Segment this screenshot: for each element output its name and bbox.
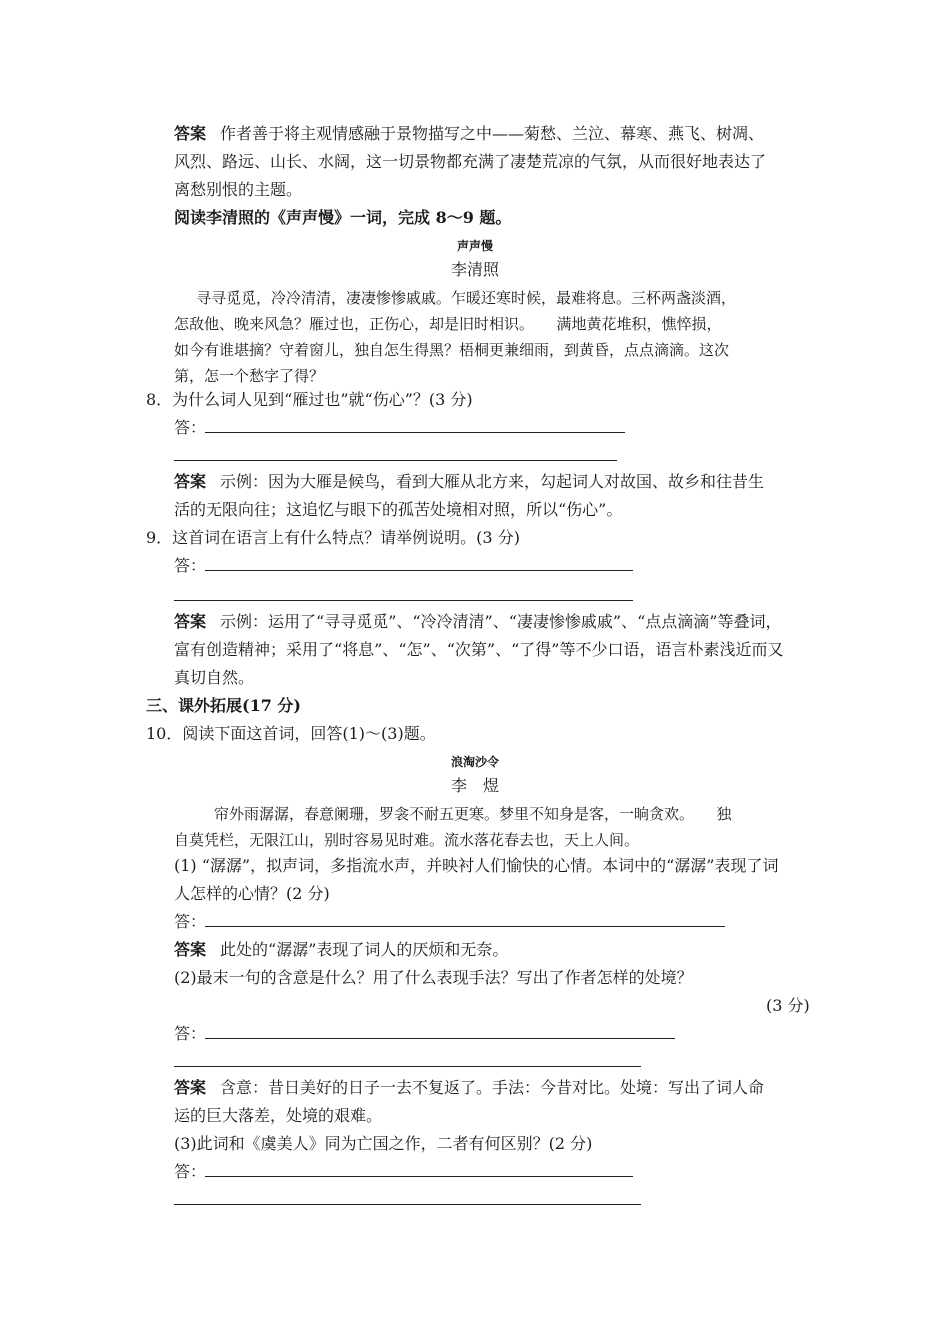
prev-answer-line-1: 答案 作者善于将主观情感融于景物描写之中——菊愁、兰泣、幕寒、燕飞、树凋、 (174, 124, 765, 143)
poem2-line-2: 自莫凭栏，无限江山，别时容易见时难。流水落花春去也，天上人间。 (174, 831, 640, 849)
answer-label: 答案 (174, 124, 207, 143)
q9-answer-line-3: 真切自然。 (174, 668, 255, 687)
question-9: 9．这首词在语言上有什么特点？请举例说明。(3 分) (146, 528, 520, 547)
answer-blank-line[interactable] (174, 460, 617, 461)
q10-sub3: (3)此词和《虞美人》同为亡国之作，二者有何区别？(2 分) (174, 1134, 593, 1153)
q8-answer-line-2: 活的无限向往；这追忆与眼下的孤苦处境相对照，所以“伤心”。 (174, 500, 623, 519)
answer-label: 答案 (174, 472, 207, 491)
poem1-title: 声声慢 (456, 239, 493, 253)
answer-blank-line[interactable] (174, 1066, 641, 1067)
prev-answer-line-3: 离愁别恨的主题。 (174, 180, 303, 199)
answer-label: 答案 (174, 612, 207, 631)
answer-prefix: 答： (174, 912, 207, 931)
answer-blank-line[interactable] (174, 1204, 641, 1205)
q8-answer-line-1: 答案 示例：因为大雁是候鸟，看到大雁从北方来，勾起词人对故国、故乡和往昔生 (174, 472, 765, 491)
answer-prefix: 答： (174, 1162, 207, 1181)
q10-sub2-score: (3 分) (766, 996, 810, 1015)
q10-sub2-answer-line-1: 答案 含意：昔日美好的日子一去不复返了。手法：今昔对比。处境：写出了词人命 (174, 1078, 765, 1097)
poem2-line-1: 帘外雨潺潺，春意阑珊，罗衾不耐五更寒。梦里不知身是客，一晌贪欢。 独 (214, 805, 732, 823)
answer-label: 答案 (174, 1078, 207, 1097)
poem2-title: 浪淘沙令 (450, 755, 499, 769)
intro-questions-8-9: 阅读李清照的《声声慢》一词，完成 8～9 题。 (174, 208, 512, 227)
poem1-line-3: 如今有谁堪摘？守着窗儿，独自怎生得黑？梧桐更兼细雨，到黄昏，点点滴滴。这次 (174, 341, 730, 359)
poem1-line-4: 第，怎一个愁字了得？ (174, 367, 325, 385)
poem1-line-2: 怎敌他、晚来风急？雁过也，正伤心，却是旧时相识。 满地黄花堆积，憔悴损， (174, 315, 722, 333)
answer-blank-line[interactable] (205, 570, 633, 571)
answer-blank-line[interactable] (205, 432, 625, 433)
q10-sub1-line-1: (1) “潺潺”，拟声词，多指流水声，并映衬人们愉快的心情。本词中的“潺潺”表现了词 (174, 856, 779, 875)
answer-label: 答案 (174, 940, 207, 959)
answer-prefix: 答： (174, 1024, 207, 1043)
prev-answer-line-2: 风烈、路远、山长、水阔，这一切景物都充满了凄楚荒凉的气氛，从而很好地表达了 (174, 152, 767, 171)
question-8: 8．为什么词人见到“雁过也”就“伤心”？(3 分) (146, 390, 473, 409)
q10-sub1-line-2: 人怎样的心情？(2 分) (174, 884, 330, 903)
answer-blank-line[interactable] (205, 926, 725, 927)
poem1-author: 李清照 (450, 260, 499, 279)
q10-sub2: (2)最末一句的含意是什么？用了什么表现手法？写出了作者怎样的处境？ (174, 968, 693, 987)
answer-blank-line[interactable] (205, 1176, 633, 1177)
question-10: 10．阅读下面这首词，回答(1)～(3)题。 (146, 724, 436, 743)
q9-answer-line-1: 答案 示例：运用了“寻寻觅觅”、“冷冷清清”、“凄凄惨惨戚戚”、“点点滴滴”等叠词， (174, 612, 782, 631)
section-3-heading: 三、课外拓展(17 分) (146, 696, 301, 715)
poem1-line-1: 寻寻觅觅，冷冷清清，凄凄惨惨戚戚。乍暖还寒时候，最难将息。三杯两盏淡酒， (196, 289, 737, 307)
q10-sub2-answer-line-2: 运的巨大落差，处境的艰难。 (174, 1106, 383, 1125)
answer-blank-line[interactable] (174, 600, 633, 601)
q9-answer-line-2: 富有创造精神；采用了“将息”、“怎”、“次第”、“了得”等不少口语，语言朴素浅近而又 (174, 640, 784, 659)
q10-sub1-answer: 答案 此处的“潺潺”表现了词人的厌烦和无奈。 (174, 940, 509, 959)
answer-prefix: 答： (174, 418, 207, 437)
poem2-author: 李 煜 (450, 776, 499, 795)
answer-prefix: 答： (174, 556, 207, 575)
answer-blank-line[interactable] (205, 1038, 675, 1039)
